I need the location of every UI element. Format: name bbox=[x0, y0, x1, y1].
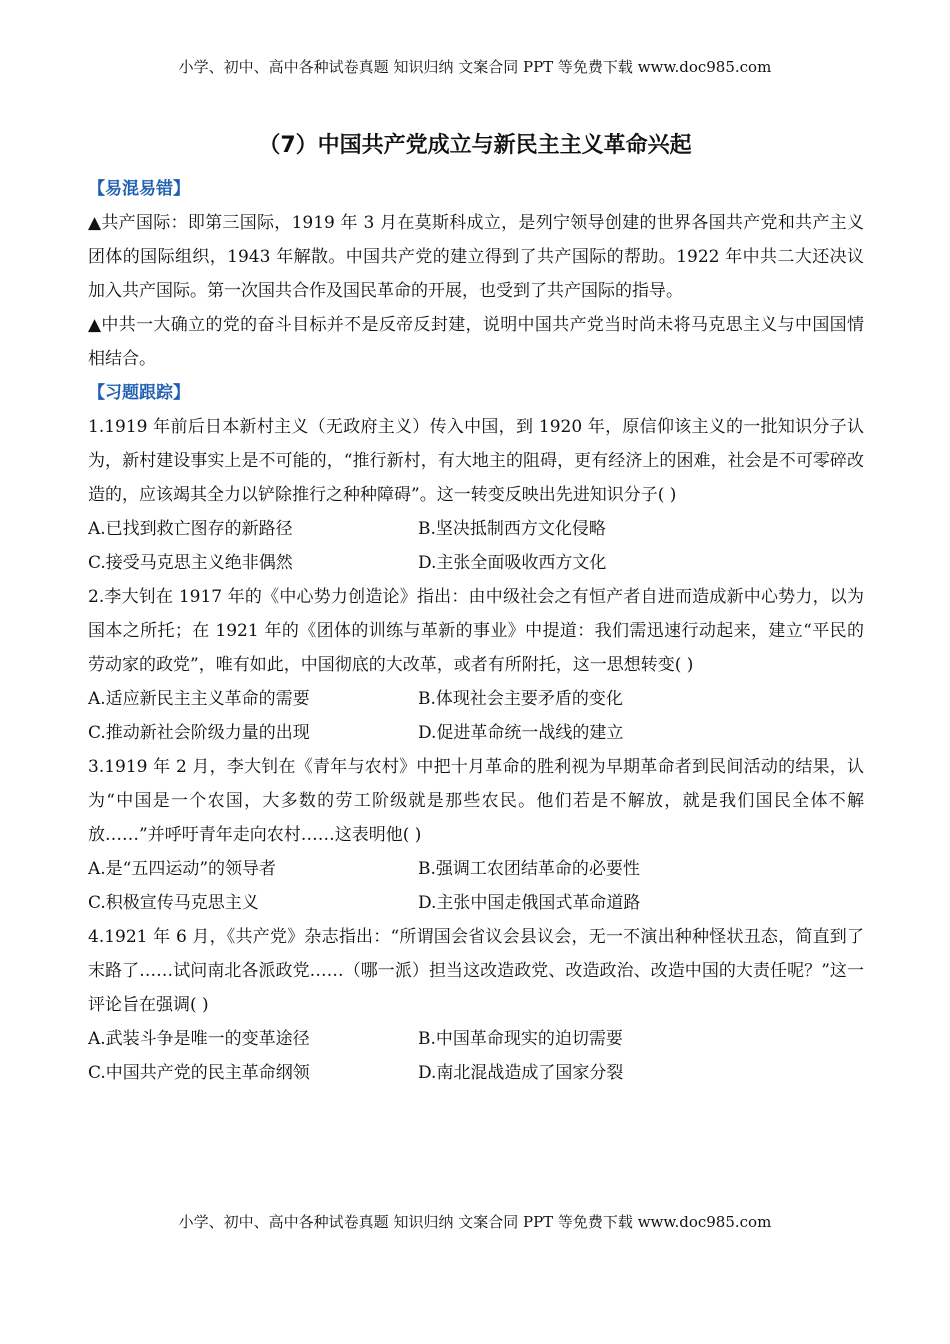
option-row bbox=[88, 512, 864, 546]
question-2 bbox=[88, 580, 864, 750]
option-a: A.适应新民主主义革命的需要 bbox=[88, 689, 310, 709]
option-row bbox=[88, 886, 864, 920]
option-row bbox=[88, 546, 864, 580]
option-row bbox=[88, 1056, 864, 1090]
question-stem: 2.李大钊在 1917 年的《中心势力创造论》指出：由中级社会之有恒产者自进而造成新中心势力，以为国本之所托；在 1921 年的《团体的训练与革新的事业》中提道：我们需迅速行动起来，建立“平民的劳动家的政党”，唯有如此，中国彻底的大改革，或者有所附托，这一思想转变( ) bbox=[88, 587, 864, 675]
option-d: D.促进革命统一战线的建立 bbox=[418, 723, 624, 743]
note-paragraph: ▲共产国际：即第三国际，1919 年 3 月在莫斯科成立，是列宁领导创建的世界各国共产党和共产主义团体的国际组织，1943 年解散。中国共产党的建立得到了共产国际的帮助。1922 年中共二大还决议加入共产国际。第一次国共合作及国民革命的开展，也受到了共产国际的指导。 bbox=[88, 213, 864, 301]
option-row bbox=[88, 852, 864, 886]
option-d: D.南北混战造成了国家分裂 bbox=[418, 1063, 624, 1083]
question-stem: 4.1921 年 6 月，《共产党》杂志指出：“所谓国会省议会县议会，无一不演出种种怪状丑态，简直到了末路了……试问南北各派政党……（哪一派）担当这改造政党、改造政治、改造中国的大责任呢？”这一评论旨在强调( ) bbox=[88, 927, 864, 1015]
section-heading-mistakes: 【易混易错】 bbox=[88, 179, 190, 199]
option-row bbox=[88, 1022, 864, 1056]
note-paragraph: ▲中共一大确立的党的奋斗目标并不是反帝反封建，说明中国共产党当时尚未将马克思主义与中国国情相结合。 bbox=[88, 315, 864, 369]
option-b: B.体现社会主要矛盾的变化 bbox=[418, 689, 623, 709]
option-c: C.接受马克思主义绝非偶然 bbox=[88, 553, 293, 573]
question-4 bbox=[88, 920, 864, 1090]
page-title: （7）中国共产党成立与新民主主义革命兴起 bbox=[258, 133, 692, 158]
option-a: A.武装斗争是唯一的变革途径 bbox=[88, 1029, 310, 1049]
option-row bbox=[88, 682, 864, 716]
question-stem: 3.1919 年 2 月，李大钊在《青年与农村》中把十月革命的胜利视为早期革命者到民间活动的结果，认为“中国是一个农国，大多数的劳工阶级就是那些农民。他们若是不解放，就是我们国民全体不解放……”并呼吁青年走向农村……这表明他( ) bbox=[88, 757, 864, 845]
option-c: C.推动新社会阶级力量的出现 bbox=[88, 723, 310, 743]
question-3 bbox=[88, 750, 864, 920]
option-a: A.是“五四运动”的领导者 bbox=[88, 859, 277, 879]
question-stem: 1.1919 年前后日本新村主义（无政府主义）传入中国，到 1920 年，原信仰该主义的一批知识分子认为，新村建设事实上是不可能的，“推行新村，有大地主的阻碍，更有经济上的困难，社会是不可零碎改造的，应该竭其全力以铲除推行之种种障碍”。这一转变反映出先进知识分子( ) bbox=[88, 417, 864, 505]
option-c: C.中国共产党的民主革命纲领 bbox=[88, 1063, 310, 1083]
page-header: 小学、初中、高中各种试卷真题 知识归纳 文案合同 PPT 等免费下载 www.doc985.com bbox=[178, 58, 772, 76]
option-d: D.主张全面吸收西方文化 bbox=[418, 553, 607, 573]
option-b: B.中国革命现实的迫切需要 bbox=[418, 1029, 623, 1049]
option-a: A.已找到救亡图存的新路径 bbox=[88, 519, 293, 539]
question-1 bbox=[88, 410, 864, 580]
option-b: B.强调工农团结革命的必要性 bbox=[418, 859, 640, 879]
page-footer: 小学、初中、高中各种试卷真题 知识归纳 文案合同 PPT 等免费下载 www.doc985.com bbox=[178, 1213, 772, 1231]
option-d: D.主张中国走俄国式革命道路 bbox=[418, 893, 641, 913]
option-row bbox=[88, 716, 864, 750]
section-heading-exercises: 【习题跟踪】 bbox=[88, 383, 190, 403]
option-c: C.积极宣传马克思主义 bbox=[88, 893, 259, 913]
document-body bbox=[88, 172, 864, 1090]
option-b: B.坚决抵制西方文化侵略 bbox=[418, 519, 606, 539]
